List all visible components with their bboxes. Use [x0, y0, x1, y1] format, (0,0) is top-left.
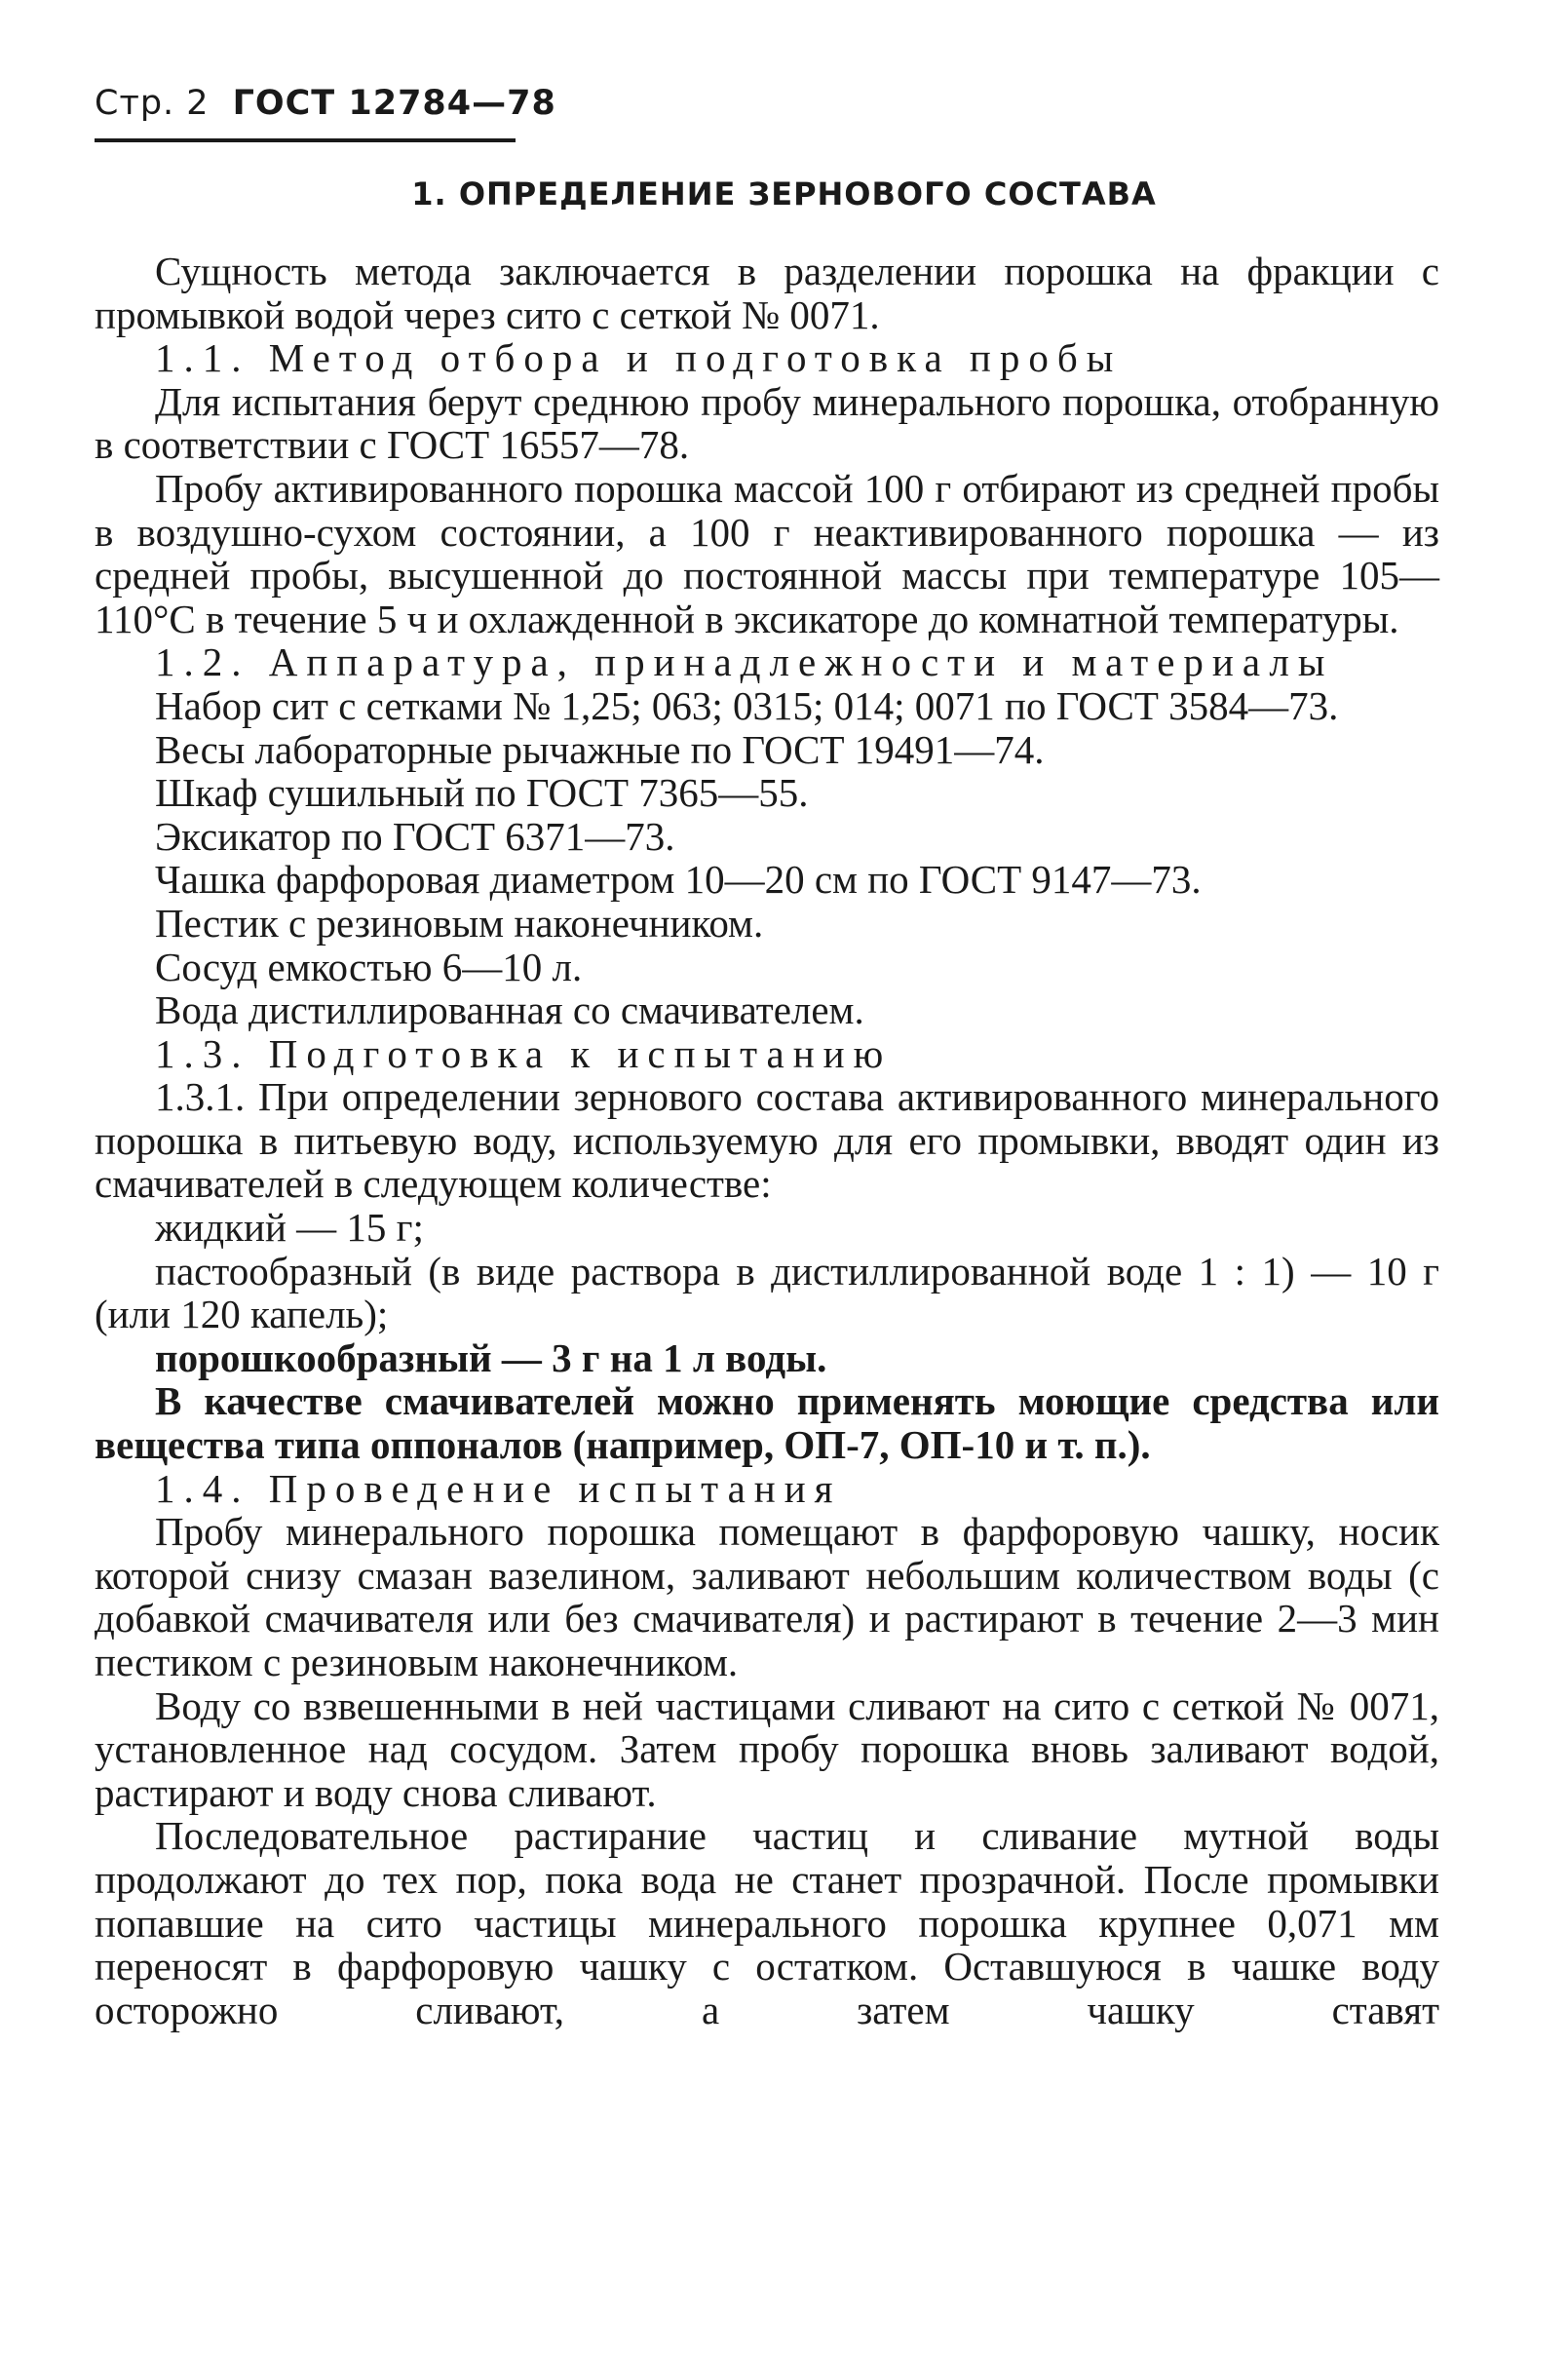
page-header: [95, 84, 556, 123]
paragraph: Воду со взвешенными в ней частицами сливают на сито с сеткой № 0071, установленное над сосудом. Затем пробу порошка вновь заливают водой, растирают и воду снова сливают.: [95, 1682, 1439, 1815]
section-title: 1. ОПРЕДЕЛЕНИЕ ЗЕРНОВОГО СОСТАВА: [411, 175, 1157, 213]
paragraph: Пробу активированного порошка массой 100 г отбирают из средней пробы в воздушно-сухом состоянии, а 100 г неактивированного порошка — из средней пробы, высушенной до постоянной массы при температуре 105—110°С в течение 5 ч и охлажденной в эксикаторе до комнатной температуры.: [95, 465, 1439, 641]
standard-number: ГОСТ 12784—78: [232, 84, 556, 123]
paragraph: Пробу минерального порошка помещают в фарфоровую чашку, носик которой снизу смазан вазелином, заливают небольшим количеством воды (с добавкой смачивателя или без смачивателя) и растирают в течение 2—3 мин пестиком с резиновым наконечником.: [95, 1509, 1439, 1684]
list-item: жидкий — 15 г;: [155, 1205, 424, 1251]
document-body: [95, 250, 1439, 2031]
subsection-heading: 1.1. Метод отбора и подготовка пробы: [155, 335, 1123, 381]
paragraph: Последовательное растирание частиц и сливание мутной воды продолжают до тех пор, пока вода не станет прозрачной. После промывки попавшие на сито частицы минерального порошка крупнее 0,071 мм переносят в фарфоровую чашку с остатком. Оставшуюся в чашке воду осторожно сливают, а затем чашку ставят: [95, 1813, 1439, 2032]
list-item: порошкообразный — 3 г на 1 л воды.: [155, 1334, 827, 1380]
paragraph: Для испытания берут среднюю пробу минерального порошка, отобранную в соответствии с ГОСТ 16557—78.: [95, 378, 1439, 468]
paragraph: Набор сит с сетками № 1,25; 063; 0315; 014; 0071 по ГОСТ 3584—73.: [155, 682, 1339, 728]
list-item: пастообразный (в виде раствора в дистиллированной воде 1 : 1) — 10 г (или 120 капель);: [95, 1248, 1439, 1337]
list-item: Весы лабораторные рычажные по ГОСТ 19491—74.: [155, 726, 1045, 772]
list-item: Шкаф сушильный по ГОСТ 7365—55.: [155, 770, 809, 816]
paragraph: В качестве смачивателей можно применять моющие средства или вещества типа оппоналов (например, ОП-7, ОП-10 и т. п.).: [95, 1378, 1439, 1468]
subsection-heading: 1.3. Подготовка к испытанию: [155, 1030, 893, 1076]
subsection-heading: 1.2. Аппаратура, принадлежности и материалы: [155, 639, 1334, 685]
list-item: Эксикатор по ГОСТ 6371—73.: [155, 813, 675, 859]
subsection-heading: 1.4. Проведение испытания: [155, 1465, 842, 1511]
list-item: Вода дистиллированная со смачивателем.: [155, 987, 864, 1033]
header-rule: [95, 138, 516, 142]
page-number: Стр. 2: [95, 84, 210, 123]
paragraph: Сущность метода заключается в разделении порошка на фракции с промывкой водой через сито с сеткой № 0071.: [95, 249, 1439, 337]
list-item: Пестик с резиновым наконечником.: [155, 900, 764, 946]
list-item: Сосуд емкостью 6—10 л.: [155, 944, 583, 989]
paragraph: 1.3.1. При определении зернового состава активированного минерального порошка в питьевую воду, используемую для его промывки, вводят один из смачивателей в следующем количестве:: [95, 1074, 1439, 1207]
list-item: Чашка фарфоровая диаметром 10—20 см по ГОСТ 9147—73.: [155, 857, 1202, 903]
